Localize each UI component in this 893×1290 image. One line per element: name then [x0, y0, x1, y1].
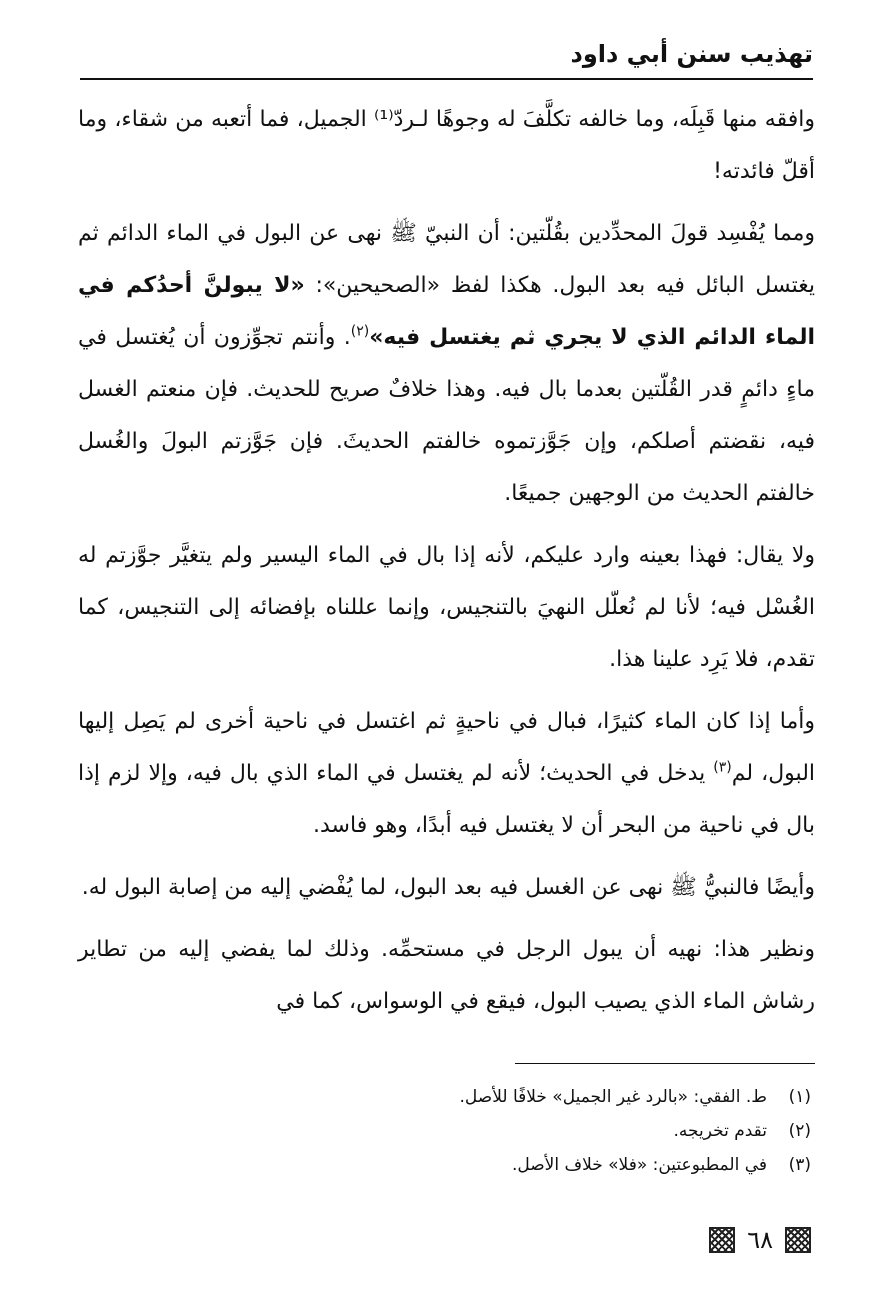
paragraph-4-b: يدخل في الحديث؛ لأنه لم يغتسل في الماء الذي بال فيه، وإلا لزم إذا بال في ناحية من البحر أن لا يغتسل فيه أبدًا، وهو فاسد. [78, 761, 815, 838]
paragraph-2 [78, 208, 815, 520]
footnote-3 [78, 1148, 811, 1182]
footnote-number: (٣) [788, 1155, 811, 1175]
footnote-text: تقدم تخريجه. [673, 1121, 767, 1141]
footnote-number: (٢) [788, 1121, 811, 1141]
paragraph-6: ونظير هذا: نهيه أن يبول الرجل في مستحمِّه. وذلك لما يفضي إليه من تطاير رشاش الماء الذي يصيب البول، فيقع في الوسواس، كما في [78, 937, 815, 1014]
footnote-number: (١) [788, 1087, 811, 1107]
running-header [80, 40, 813, 80]
ornament-icon [785, 1227, 811, 1253]
paragraph-3: ولا يقال: فهذا بعينه وارد عليكم، لأنه إذا بال في الماء اليسير ولم يتغيَّر جوَّزتم له الغُسْل فيه؛ لأنا لم نُعلّل النهيَ بالتنجيس، وإنما عللناه بإفضائه إلى التنجيس، كما تقدم، فلا يَرِد علينا هذا. [78, 543, 815, 672]
page-number: ٦٨ [747, 1226, 773, 1254]
page-folio [709, 1222, 811, 1258]
footnote-ref-2: (٢) [350, 323, 370, 340]
main-text [78, 94, 815, 1038]
footnote-text: ط. الفقي: «بالرد غير الجميل» خلافًا للأصل. [459, 1087, 767, 1107]
footnote-text: في المطبوعتين: «فلا» خلاف الأصل. [511, 1155, 767, 1175]
paragraph-2-rest: . وأنتم تجوِّزون أن يُغتسل في ماءٍ دائمٍ قدر القُلّتين بعدما بال فيه. وهذا خلافٌ صريح للحديث. فإن منعتم الغسل فيه، نقضتم أصلكم، وإن جَوَّزتموه خالفتم الحديثَ. فإن جَوَّزتم البولَ والغُسل خالفتم الحديث من الوجهين جميعًا. [78, 325, 815, 506]
paragraph-4 [78, 696, 815, 852]
ornament-icon [709, 1227, 735, 1253]
footnote-1 [78, 1080, 811, 1114]
paragraph-2-intro: ومما يُفْسِد قولَ المحدِّدين بقُلّتين: أن النبيّ ﷺ نهى عن البول في الماء الدائم ثم يغتسل البائل فيه بعد البول. هكذا لفظ «الصحيحين»: [78, 221, 815, 298]
footnote-2 [78, 1114, 811, 1148]
header-rule [80, 78, 813, 80]
hadith-quote: «لا يبولنَّ أحدُكم في الماء الدائم الذي لا يجري ثم يغتسل فيه» [78, 273, 816, 350]
paragraph-4-a: وأما إذا كان الماء كثيرًا، فبال في ناحيةٍ ثم اغتسل في ناحية أخرى لم يَصِل إليها البول، لم [78, 709, 816, 786]
footnote-ref-3: (٣) [713, 759, 732, 776]
running-title: تهذيب سنن أبي داود [570, 40, 813, 68]
footnotes [78, 1080, 811, 1182]
paragraph-1: وافقه منها قَبِلَه، وما خالفه تكلَّفَ له وجوهًا لـردّ⁽¹⁾ الجميل، فما أتعبه من شقاء، وما أقلّ فائدته! [78, 107, 815, 184]
paragraph-5: وأيضًا فالنبيُّ ﷺ نهى عن الغسل فيه بعد البول، لما يُفْضي إليه من إصابة البول له. [81, 875, 815, 900]
footnote-rule [515, 1063, 815, 1064]
